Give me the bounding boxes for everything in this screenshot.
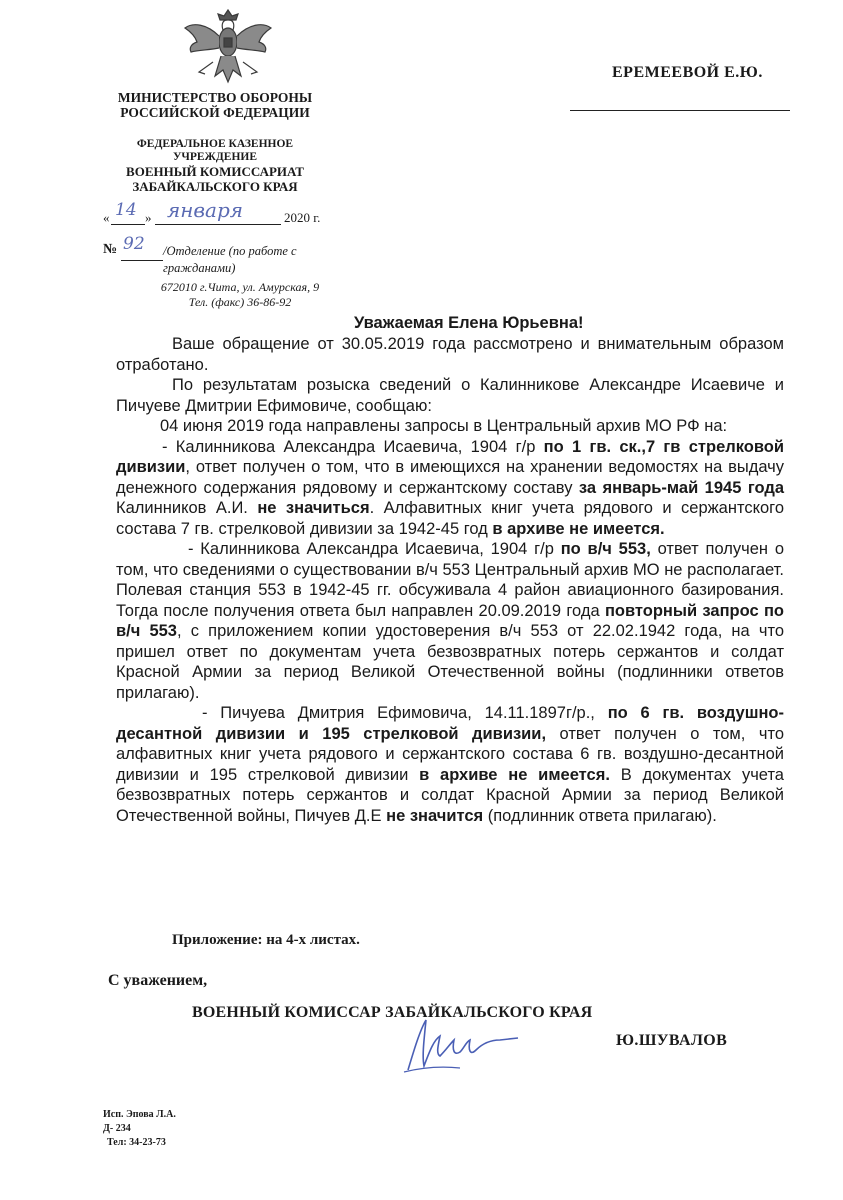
paragraph-search-results: По результатам розыска сведений о Калинникове Александре Исаевиче и Пичуеве Дмитрии Ефимовиче, сообщаю: [116, 376, 784, 415]
date-day-underline [111, 224, 145, 225]
number-value: 92 [123, 234, 145, 254]
date-year: 2020 г. [284, 210, 321, 225]
salutation: Уважаемая Елена Юрьевна! [354, 314, 584, 332]
document-date [103, 198, 343, 228]
paragraph-kalinnikov-1: - Калинникова Александра Исаевича, 1904 г/р по 1 гв. ск.,7 гв стрелковой дивизии, ответ получен о том, что в имеющихся на хранении ведомостях на выдачу денежного содержания рядовому и сержантскому составу за январь-май 1945 года Калинников А.И. не значиться. Алфавитных книг учета рядового и сержантского состава 7 гв. стрелковой дивизии за 1942-45 год в архиве не имеется. [116, 437, 785, 538]
letter-body [116, 334, 784, 826]
paragraph-kalinnikov-2: - Калинникова Александра Исаевича, 1904 г/р по в/ч 553, ответ получен о том, что сведениями о существовании в/ч 553 Центральный архив МО не располагает. Полевая станция 553 в 1942-45 гг. обсуживала 4 район авиационного базирования. Тогда после получения ответа был направлен 20.09.2019 года повторный запрос по в/ч 553, с приложением копии удостоверения в/ч 553 от 22.02.1942 года, на что пришел ответ по документам учета безвозвратных потерь сержантов и солдат Красной Армии за период Великой Отечественной войны (подлинники ответов прилагаю). [116, 540, 785, 702]
date-day: 14 [115, 200, 137, 220]
recipient-underline [570, 110, 790, 111]
institution-name: ФЕДЕРАЛЬНОЕ КАЗЕННОЕ УЧРЕЖДЕНИЕ ВОЕННЫЙ КОМИССАРИАТ ЗАБАЙКАЛЬСКОГО КРАЯ [126, 138, 304, 194]
recipient-name: ЕРЕМЕЕВОЙ Е.Ю. [612, 64, 763, 81]
department-name: /Отделение (по работе с гражданами) [163, 244, 297, 275]
paragraph-pichuev: - Пичуева Дмитрия Ефимовича, 14.11.1897г/р., по 6 гв. воздушно-десантной дивизии и 195 стрелковой дивизии, ответ получен о том, что алфавитных книг учета рядового и сержантского состава 6 гв. воздушно-десантной дивизии и 195 стрелковой дивизии в архиве не имеется. В документах учета безвозвратных потерь сержантов и солдат Красной Армии за период Великой Отечественной войны, Пичуев Д.Е не значится (подлинник ответа прилагаю). [116, 704, 785, 825]
signature-icon [400, 1010, 520, 1080]
closing-regards: С уважением, [108, 972, 208, 989]
ministry-name: МИНИСТЕРСТВО ОБОРОНЫ РОССИЙСКОЙ ФЕДЕРАЦИИ [117, 90, 313, 120]
date-quote-open: « [103, 210, 110, 225]
sender-address: 672010 г.Чита, ул. Амурская, 9 Тел. (факс) 36-86-92 [160, 280, 320, 309]
paragraph-appeal: Ваше обращение от 30.05.2019 года рассмотрено и внимательным образом отработано. [116, 335, 784, 374]
ministry-emblem-icon [183, 6, 273, 90]
executor-info: Исп. Эпова Л.А. Д- 234 Тел: 34-23-73 [103, 1109, 176, 1148]
number-underline [121, 260, 163, 261]
date-month: января [167, 198, 244, 222]
date-month-underline [155, 224, 281, 225]
signer-name: Ю.ШУВАЛОВ [616, 1032, 728, 1049]
attachment-note: Приложение: на 4-х листах. [172, 932, 360, 948]
date-quote-close: » [145, 210, 152, 225]
number-sign: № [103, 242, 118, 257]
paragraph-requests: 04 июня 2019 года направлены запросы в Центральный архив МО РФ на: [160, 417, 728, 435]
signer-title: ВОЕННЫЙ КОМИССАР ЗАБАЙКАЛЬСКОГО КРАЯ [192, 1004, 593, 1021]
